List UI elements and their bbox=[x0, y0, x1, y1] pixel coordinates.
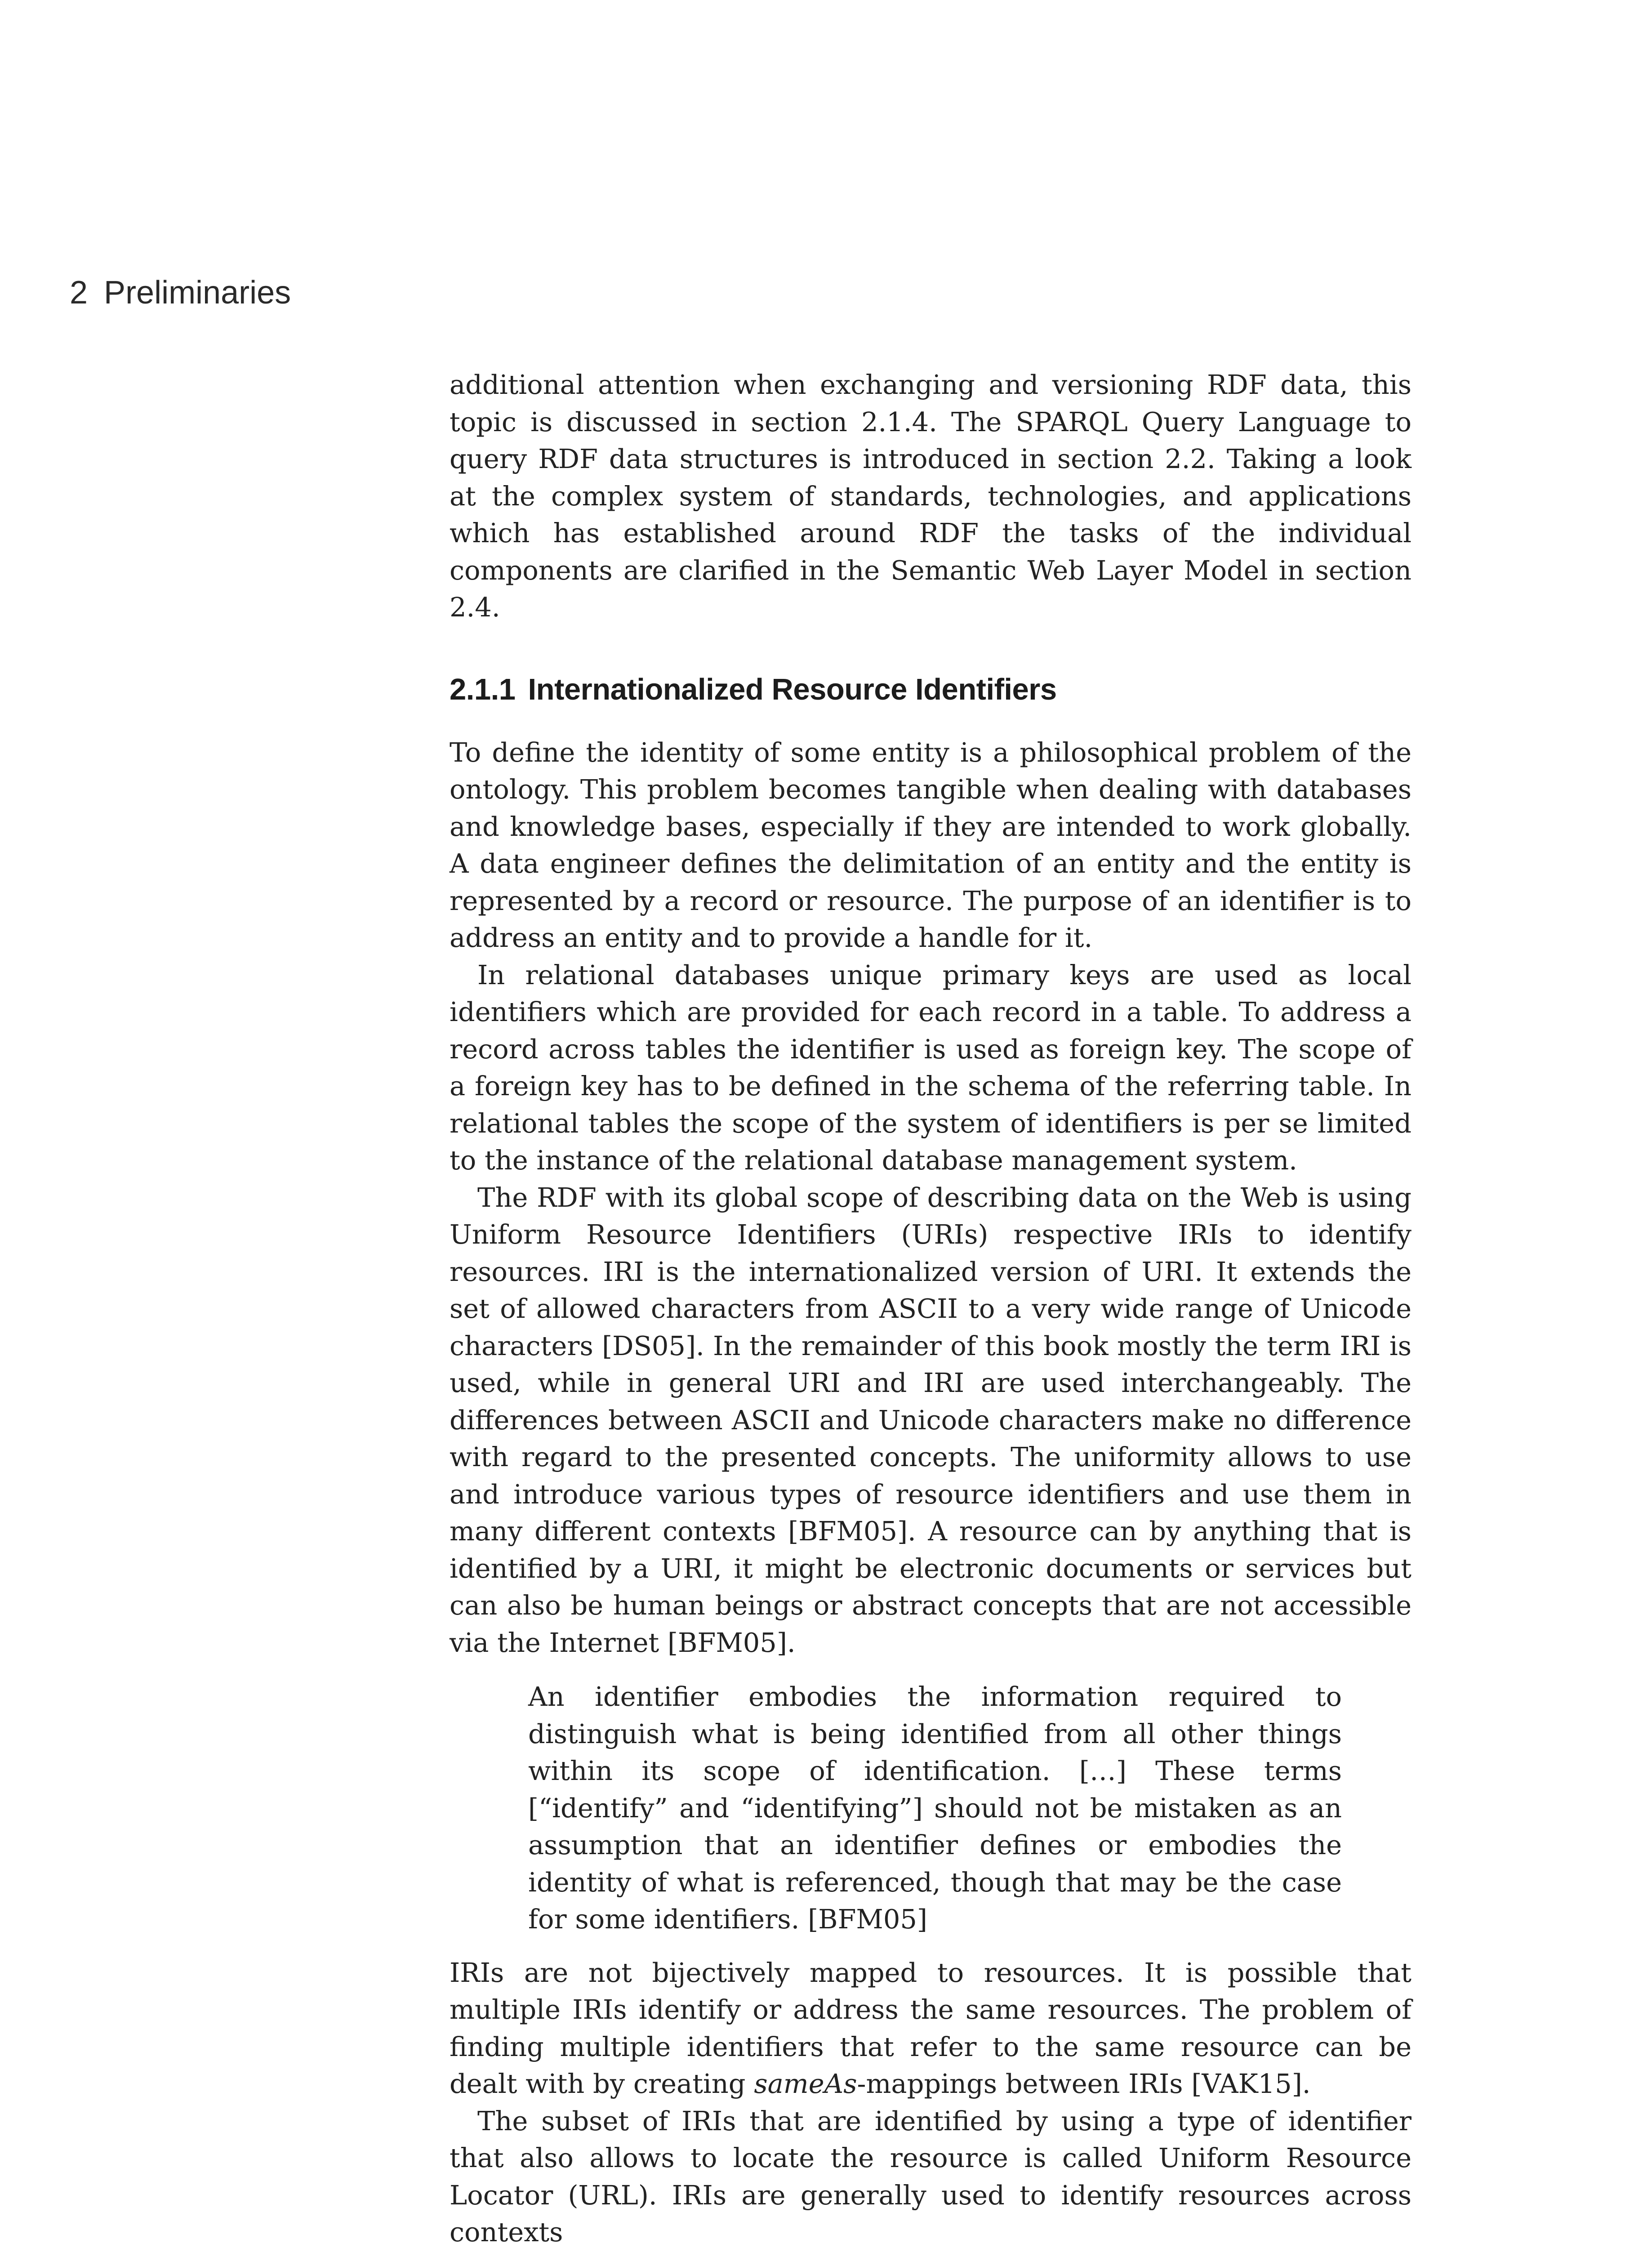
section-number: 2.1.1 bbox=[450, 672, 516, 706]
paragraph-rdf-uris: The RDF with its global scope of describing data on the Web is using Uniform Resource Identifiers (URIs) respective IRIs to identify resources. IRI is the internationalized version of URI. It extends the set of allowed characters from ASCII to a very wide range of Unicode characters [DS05]. In the remainder of this book mostly the term IRI is used, while in general URI and IRI are used interchangeably. The differences between ASCII and Unicode characters make no difference with regard to the presented concepts. The uniformity allows to use and introduce various types of resource identifiers and use them in many different contexts [BFM05]. A resource can by anything that is identified by a URI, it might be electronic documents or services but can also be human beings or abstract concepts that are not accessible via the Internet [BFM05]. bbox=[450, 1182, 1412, 1658]
chapter-number: 2 bbox=[70, 275, 88, 311]
sameas-term: sameAs bbox=[754, 2068, 857, 2099]
section-heading bbox=[450, 671, 1412, 708]
paragraph-url: The subset of IRIs that are identified by using a type of identifier that also allows to locate the resource is called Uniform Resource Locator (URL). IRIs are generally used to identify resources across contexts bbox=[450, 2105, 1412, 2248]
intro-paragraph: additional attention when exchanging and versioning RDF data, this topic is discussed in section 2.1.4. The SPARQL Query Language to query RDF data structures is introduced in section 2.2. Taking a look at the complex system of standards, technologies, and applications which has established around RDF the tasks of the individual components are clarified in the Semantic Web Layer Model in section 2.4. bbox=[450, 369, 1412, 623]
paragraph-iri-mapping-end: -mappings between IRIs [VAK15]. bbox=[857, 2068, 1311, 2099]
block-quote: An identifier embodies the information required to distinguish what is being identified from all other things within its scope of identification. […] These terms [“identify” and “identifying”] should not be mistaken as an assumption that an identifier defines or embodies the identity of what is referenced, though that may be the case for some identifiers. [BFM05] bbox=[528, 1681, 1342, 1935]
paragraph-iri-mapping bbox=[450, 1954, 1412, 2103]
chapter-title: Preliminaries bbox=[104, 275, 291, 311]
body-text bbox=[450, 366, 1412, 2248]
running-header bbox=[70, 277, 291, 309]
paragraph-identity: To define the identity of some entity is a philosophical problem of the ontology. This problem becomes tangible when dealing with databases and knowledge bases, especially if they are intended to work globally. A data engineer defines the delimitation of an entity and the entity is represented by a record or resource. The purpose of an identifier is to address an entity and to provide a handle for it. bbox=[450, 736, 1412, 953]
paragraph-relational-databases: In relational databases unique primary keys are used as local identifiers which are provided for each record in a table. To address a record across tables the identifier is used as foreign key. The scope of a foreign key has to be defined in the schema of the referring table. In relational tables the scope of the system of identifiers is per se limited to the instance of the relational database management system. bbox=[450, 959, 1412, 1176]
section-title: Internationalized Resource Identifiers bbox=[528, 672, 1057, 706]
paragraph-iri-mapping-start: IRIs are not bijectively mapped to resources. It is possible that multiple IRIs identify or address the same resources. The problem of finding multiple identifiers that refer to the same resource can be dealt with by creating bbox=[450, 1957, 1412, 2099]
